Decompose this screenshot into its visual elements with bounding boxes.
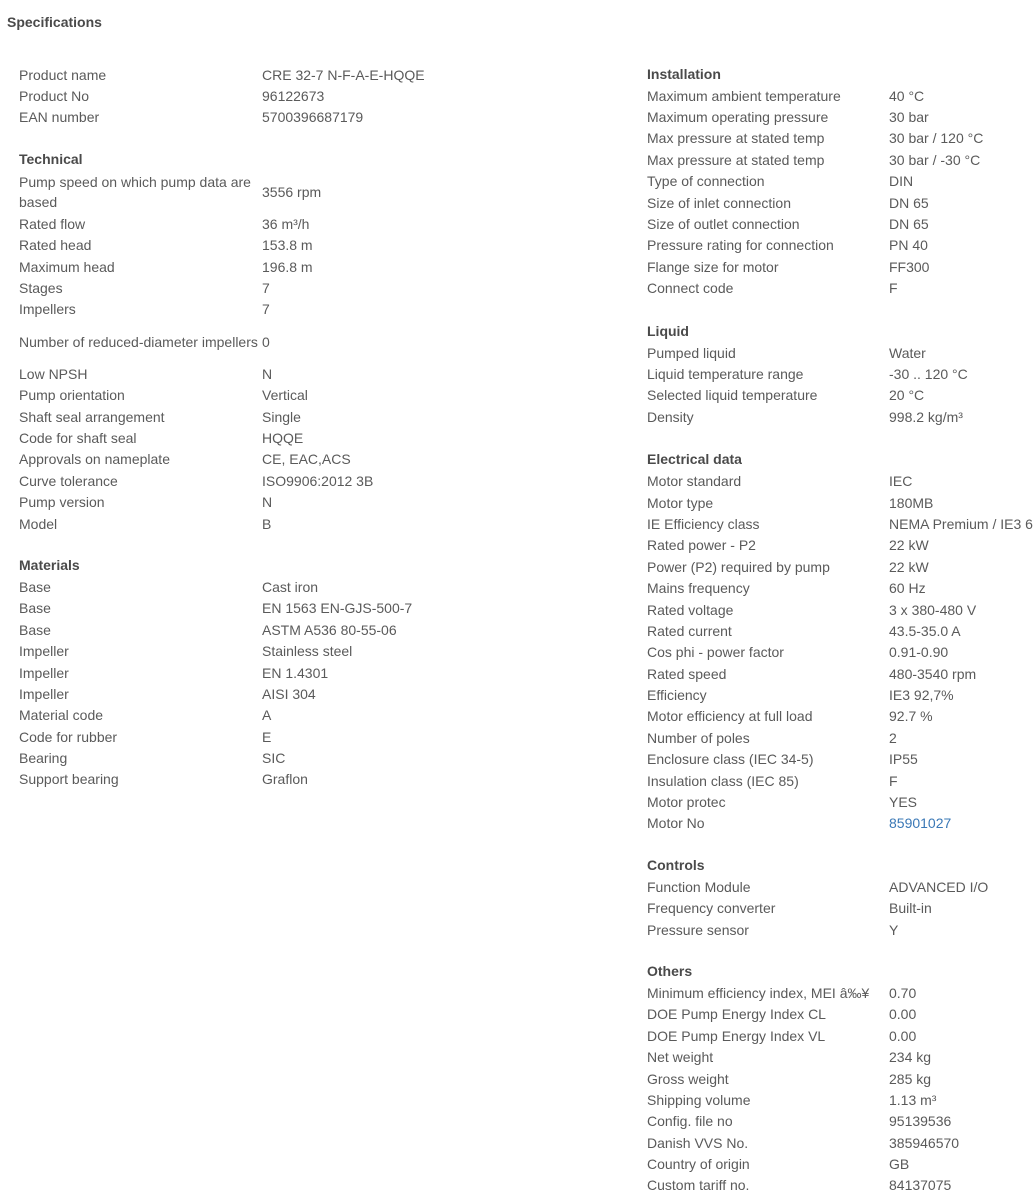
spec-row [19, 449, 519, 470]
spec-label: Efficiency [647, 687, 707, 704]
spec-section-technical [19, 149, 519, 534]
spec-section-liquid [647, 321, 1034, 428]
spec-row [647, 149, 1034, 170]
spec-value: ASTM A536 80-55-06 [262, 621, 397, 638]
spec-label: Stages [19, 280, 63, 297]
spec-label: Shipping volume [647, 1091, 751, 1108]
spec-value: NEMA Premium / IE3 6 [889, 515, 1033, 532]
spec-label: Impeller [19, 664, 69, 681]
spec-value: N [262, 365, 273, 382]
spec-row [647, 192, 1034, 213]
spec-row [647, 642, 1034, 663]
spec-value: ADVANCED I/O [889, 878, 989, 895]
spec-value: 84137075 [889, 1177, 952, 1194]
spec-row [647, 599, 1034, 620]
spec-section-controls [647, 855, 1034, 940]
section-title: Controls [647, 857, 705, 874]
spec-label: Rated current [647, 622, 732, 639]
spec-value: 30 bar / -30 °C [889, 151, 981, 168]
spec-label: Maximum head [19, 258, 115, 275]
spec-row [647, 620, 1034, 641]
spec-row [19, 640, 519, 661]
spec-row [19, 619, 519, 640]
spec-label: Base [19, 578, 51, 595]
spec-label: Pump speed on which pump data are based [19, 173, 251, 210]
spec-label: Motor protec [647, 794, 726, 811]
spec-row [647, 663, 1034, 684]
spec-label: Pressure sensor [647, 921, 749, 938]
spec-label: Impeller [19, 643, 69, 660]
spec-label: Approvals on nameplate [19, 451, 170, 468]
spec-label: Number of poles [647, 729, 750, 746]
spec-row [647, 1004, 1034, 1025]
spec-label: Model [19, 515, 58, 532]
spec-value: Graflon [262, 771, 308, 788]
spec-value: DN 65 [889, 194, 929, 211]
spec-value: 3 x 380-480 V [889, 601, 977, 618]
spec-row [647, 813, 1034, 834]
spec-value: IE3 92,7% [889, 687, 954, 704]
spec-value: 7 [262, 280, 270, 297]
spec-value: 153.8 m [262, 237, 313, 254]
page-title: Specifications [7, 14, 102, 30]
spec-value: 0.91-0.90 [889, 644, 949, 661]
spec-row [19, 427, 519, 448]
spec-row [647, 256, 1034, 277]
spec-row [647, 513, 1034, 534]
spec-row [19, 769, 519, 790]
spec-label: Product name [19, 66, 107, 83]
spec-row [647, 770, 1034, 791]
spec-value: Single [262, 408, 301, 425]
spec-row [647, 535, 1034, 556]
spec-row [19, 256, 519, 277]
spec-label: Base [19, 600, 51, 617]
spec-row [19, 64, 519, 85]
spec-label: Country of origin [647, 1156, 750, 1173]
section-title: Installation [647, 66, 721, 82]
spec-label: Function Module [647, 878, 751, 895]
spec-row [647, 556, 1034, 577]
spec-row [647, 919, 1034, 940]
spec-value: 480-3540 rpm [889, 665, 977, 682]
spec-row [19, 85, 519, 106]
spec-label: Cos phi - power factor [647, 644, 784, 661]
spec-row [647, 982, 1034, 1003]
spec-label: Code for rubber [19, 728, 118, 745]
spec-row [647, 278, 1034, 299]
spec-value: 30 bar [889, 109, 929, 126]
spec-row [19, 299, 519, 320]
spec-value: HQQE [262, 429, 304, 446]
spec-label: Net weight [647, 1049, 714, 1066]
spec-value: F [889, 280, 898, 297]
spec-label: Curve tolerance [19, 472, 118, 489]
spec-label: Low NPSH [19, 365, 88, 382]
spec-row [19, 576, 519, 597]
spec-value: 385946570 [889, 1134, 960, 1151]
spec-value: Y [889, 921, 899, 938]
spec-label: Pumped liquid [647, 344, 736, 361]
right-spec-column [647, 64, 1034, 1196]
spec-value: EN 1563 EN-GJS-500-7 [262, 600, 413, 617]
spec-value: Stainless steel [262, 643, 353, 660]
spec-value: 285 kg [889, 1070, 932, 1087]
spec-row [647, 791, 1034, 812]
spec-label: Material code [19, 707, 104, 724]
spec-row [647, 85, 1034, 106]
spec-value: SIC [262, 750, 286, 767]
spec-label: Power (P2) required by pump [647, 558, 830, 575]
spec-label: Rated flow [19, 215, 86, 232]
spec-label: Pump orientation [19, 387, 125, 404]
spec-value: 95139536 [889, 1113, 952, 1130]
spec-row [19, 747, 519, 768]
spec-value: 180MB [889, 494, 934, 511]
spec-value: 40 °C [889, 87, 925, 104]
spec-label: Flange size for motor [647, 258, 779, 275]
spec-label: Rated voltage [647, 601, 734, 618]
spec-value: 30 bar / 120 °C [889, 130, 984, 147]
spec-value: 22 kW [889, 558, 929, 575]
spec-label: Mains frequency [647, 580, 750, 597]
spec-label: Maximum operating pressure [647, 109, 829, 126]
spec-value: 0 [262, 333, 270, 350]
section-title: Materials [19, 557, 80, 574]
spec-value: Vertical [262, 387, 308, 404]
spec-row [647, 342, 1034, 363]
spec-row [647, 1046, 1034, 1067]
spec-label: IE Efficiency class [647, 515, 760, 532]
spec-value: N [262, 494, 273, 511]
spec-value: CRE 32-7 N-F-A-E-HQQE [262, 66, 425, 83]
left-spec-column [19, 64, 519, 790]
spec-row [647, 492, 1034, 513]
spec-value: 3556 rpm [262, 183, 322, 200]
spec-value: 7 [262, 301, 270, 318]
spec-value: PN 40 [889, 237, 928, 254]
spec-row [647, 363, 1034, 384]
spec-label: Liquid temperature range [647, 365, 804, 382]
section-title: Electrical data [647, 451, 742, 468]
spec-value: 1.13 m³ [889, 1091, 937, 1108]
spec-label: DOE Pump Energy Index CL [647, 1006, 826, 1023]
spec-label: Motor efficiency at full load [647, 708, 813, 725]
spec-label: Bearing [19, 750, 68, 767]
spec-value: 43.5-35.0 A [889, 622, 961, 639]
spec-row [19, 320, 519, 363]
spec-row [647, 1089, 1034, 1110]
section-title: Technical [19, 151, 83, 168]
spec-label: Enclosure class (IEC 34-5) [647, 751, 814, 768]
spec-value: IEC [889, 473, 913, 490]
spec-row [19, 491, 519, 512]
spec-label: Frequency converter [647, 900, 776, 917]
spec-value: 0.00 [889, 1027, 917, 1044]
spec-row [647, 1025, 1034, 1046]
spec-label: Shaft seal arrangement [19, 408, 165, 425]
spec-row [647, 406, 1034, 427]
spec-value: 0.00 [889, 1006, 917, 1023]
spec-value: DN 65 [889, 216, 929, 233]
spec-value: FF300 [889, 258, 930, 275]
spec-row [19, 513, 519, 534]
spec-row [647, 171, 1034, 192]
spec-value: B [262, 515, 272, 532]
spec-label: Config. file no [647, 1113, 733, 1130]
spec-row [19, 726, 519, 747]
spec-label: Selected liquid temperature [647, 387, 818, 404]
spec-row [647, 128, 1034, 149]
spec-label: Size of inlet connection [647, 194, 791, 211]
spec-value: 5700396687179 [262, 109, 364, 126]
spec-row [19, 235, 519, 256]
spec-label: Base [19, 621, 51, 638]
spec-label: Number of reduced-diameter impellers [19, 333, 258, 350]
spec-value: Water [889, 344, 926, 361]
spec-row [647, 1111, 1034, 1132]
spec-row [647, 1068, 1034, 1089]
spec-value: 2 [889, 729, 897, 746]
spec-label: Rated power - P2 [647, 537, 756, 554]
spec-label: Motor type [647, 494, 714, 511]
spec-value: 234 kg [889, 1049, 932, 1066]
spec-row [647, 385, 1034, 406]
spec-value: A [262, 707, 272, 724]
spec-label: Type of connection [647, 173, 765, 190]
spec-value: Cast iron [262, 578, 319, 595]
section-title: Liquid [647, 322, 689, 339]
spec-value: ISO9906:2012 3B [262, 472, 374, 489]
spec-row [647, 749, 1034, 770]
spec-row [19, 213, 519, 234]
spec-row [19, 385, 519, 406]
spec-row [647, 470, 1034, 491]
spec-label: Size of outlet connection [647, 216, 800, 233]
spec-label: Motor No [647, 815, 705, 832]
spec-section-materials [19, 555, 519, 790]
spec-label: Custom tariff no. [647, 1177, 750, 1194]
spec-label: Gross weight [647, 1070, 729, 1087]
spec-value: YES [889, 794, 918, 811]
spec-label: Rated head [19, 237, 92, 254]
spec-label: Pump version [19, 494, 105, 511]
spec-label: Motor standard [647, 473, 742, 490]
spec-row [19, 363, 519, 384]
spec-label: Product No [19, 88, 90, 105]
spec-row [19, 662, 519, 683]
spec-value: F [889, 772, 898, 789]
spec-section-general [19, 64, 519, 128]
spec-row [647, 577, 1034, 598]
spec-value: 36 m³/h [262, 215, 310, 232]
spec-label: Max pressure at stated temp [647, 151, 825, 168]
spec-label: Max pressure at stated temp [647, 130, 825, 147]
spec-row [647, 1175, 1034, 1196]
spec-value: AISI 304 [262, 685, 316, 702]
spec-label: Density [647, 408, 694, 425]
spec-row [647, 106, 1034, 127]
spec-value: 96122673 [262, 88, 325, 105]
spec-section-installation [647, 64, 1034, 299]
spec-value: Built-in [889, 900, 932, 917]
spec-row [19, 277, 519, 298]
spec-label: Impeller [19, 685, 69, 702]
spec-label: Connect code [647, 280, 734, 297]
section-title: Others [647, 963, 693, 980]
spec-row [19, 683, 519, 704]
spec-value: IP55 [889, 751, 918, 768]
spec-row [19, 705, 519, 726]
spec-value: GB [889, 1156, 910, 1173]
spec-value: 60 Hz [889, 580, 926, 597]
spec-row [19, 406, 519, 427]
spec-row [19, 470, 519, 491]
spec-label: Pressure rating for connection [647, 237, 834, 254]
spec-value: DIN [889, 173, 914, 190]
spec-value: 92.7 % [889, 708, 933, 725]
spec-row [19, 598, 519, 619]
spec-row [647, 876, 1034, 897]
spec-label: EAN number [19, 109, 100, 126]
spec-value: 0.70 [889, 984, 917, 1001]
spec-value: E [262, 728, 272, 745]
spec-value: CE, EAC,ACS [262, 451, 351, 468]
spec-label: Minimum efficiency index, MEI â‰¥ [647, 984, 870, 1001]
spec-label: Rated speed [647, 665, 727, 682]
spec-row [647, 235, 1034, 256]
spec-value: 20 °C [889, 387, 925, 404]
motor-number-link[interactable]: 85901027 [889, 815, 952, 832]
spec-row [647, 684, 1034, 705]
spec-value: 22 kW [889, 537, 929, 554]
spec-row [647, 898, 1034, 919]
spec-section-others [647, 961, 1034, 1196]
spec-row [647, 213, 1034, 234]
spec-label: Support bearing [19, 771, 119, 788]
spec-section-electrical-data [647, 449, 1034, 834]
spec-value: EN 1.4301 [262, 664, 329, 681]
spec-row [647, 1132, 1034, 1153]
spec-label: DOE Pump Energy Index VL [647, 1027, 826, 1044]
spec-value: -30 .. 120 °C [889, 365, 968, 382]
spec-row [19, 107, 519, 128]
spec-label: Code for shaft seal [19, 429, 137, 446]
spec-label: Danish VVS No. [647, 1134, 749, 1151]
spec-row [647, 1153, 1034, 1174]
spec-row [19, 170, 519, 213]
spec-row [647, 727, 1034, 748]
spec-row [647, 706, 1034, 727]
spec-label: Insulation class (IEC 85) [647, 772, 799, 789]
spec-label: Impellers [19, 301, 76, 318]
spec-label: Maximum ambient temperature [647, 87, 841, 104]
spec-value: 998.2 kg/m³ [889, 408, 963, 425]
spec-value: 196.8 m [262, 258, 313, 275]
